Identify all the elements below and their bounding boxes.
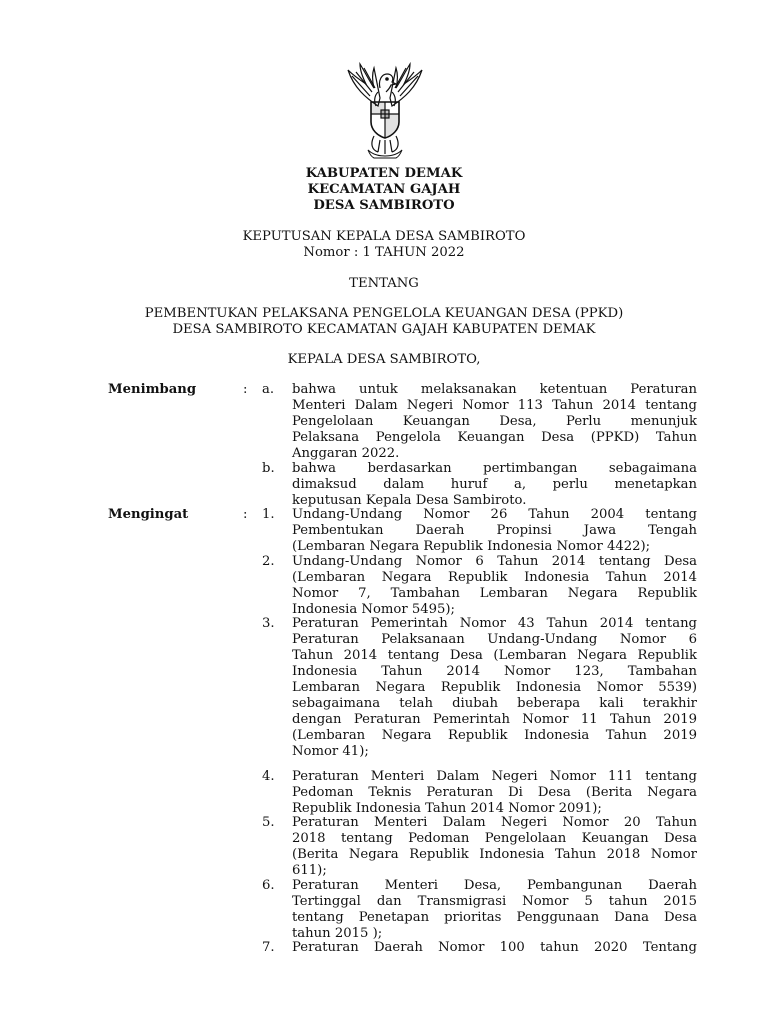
text-line: Peraturan Daerah Nomor 100 tahun 2020 Tentang (292, 940, 697, 955)
menimbang-item-b (292, 461, 697, 509)
mengingat-item-5 (292, 815, 697, 879)
mengingat-item-2 (292, 554, 697, 618)
decree-title: KEPUTUSAN KEPALA DESA SAMBIROTO (242, 229, 526, 244)
mengingat-marker-3: 3. (262, 616, 275, 631)
text-line: Pengelolaan Keuangan Desa, Perlu menunjuk (292, 414, 697, 429)
text-line: bahwa untuk melaksanakan ketentuan Peraturan (292, 382, 697, 397)
text-line: Pedoman Teknis Peraturan Di Desa (Berita Negara (292, 785, 697, 800)
text-line: bahwa berdasarkan pertimbangan sebagaimana (292, 461, 697, 476)
text-line: Indonesia Tahun 2014 Nomor 123, Tambahan (292, 664, 697, 679)
text-line: keputusan Kepala Desa Sambiroto. (292, 493, 527, 508)
text-line: dengan Peraturan Pemerintah Nomor 11 Tahun 2019 (292, 712, 697, 727)
mengingat-marker-4: 4. (262, 769, 275, 784)
text-line: (Lembaran Negara Republik Indonesia Nomor 4422); (292, 539, 651, 554)
text-line: tahun 2015 ); (292, 926, 383, 941)
text-line: Republik Indonesia Tahun 2014 Nomor 2091); (292, 801, 602, 816)
text-line: 611); (292, 863, 327, 878)
text-line: Undang-Undang Nomor 26 Tahun 2004 tentang (292, 507, 697, 522)
text-line: Pelaksana Pengelola Keuangan Desa (PPKD) Tahun (292, 430, 697, 445)
mengingat-marker-1: 1. (262, 507, 275, 522)
menimbang-marker-a: a. (262, 382, 275, 397)
menimbang-label: Menimbang (108, 382, 197, 397)
district-name: KECAMATAN GAJAH (307, 182, 461, 197)
tentang-heading: TENTANG (349, 276, 419, 291)
menimbang-item-a (292, 382, 697, 462)
menimbang-marker-b: b. (262, 461, 275, 476)
text-line: Menteri Dalam Negeri Nomor 113 Tahun 2014 tentang (292, 398, 697, 413)
text-line: Peraturan Menteri Dalam Negeri Nomor 111 tentang (292, 769, 697, 784)
text-line: Peraturan Menteri Dalam Negeri Nomor 20 Tahun (292, 815, 697, 830)
mengingat-item-6 (292, 878, 697, 942)
mengingat-item-7 (292, 940, 697, 956)
text-line: Tertinggal dan Transmigrasi Nomor 5 tahun 2015 (292, 894, 697, 909)
village-name: DESA SAMBIROTO (313, 198, 455, 213)
garuda-emblem (340, 58, 430, 163)
mengingat-marker-6: 6. (262, 878, 275, 893)
text-line: Nomor 7, Tambahan Lembaran Negara Republik (292, 586, 697, 601)
mengingat-item-4 (292, 769, 697, 817)
issuer-heading: KEPALA DESA SAMBIROTO, (287, 352, 481, 367)
text-line: Undang-Undang Nomor 6 Tahun 2014 tentang Desa (292, 554, 697, 569)
text-line: Pembentukan Daerah Propinsi Jawa Tengah (292, 523, 697, 538)
mengingat-marker-2: 2. (262, 554, 275, 569)
text-line: Peraturan Menteri Desa, Pembangunan Daerah (292, 878, 697, 893)
text-line: (Lembaran Negara Republik Indonesia Tahun 2019 (292, 728, 697, 743)
text-line: 2018 tentang Pedoman Pengelolaan Keuangan Desa (292, 831, 697, 846)
text-line: Peraturan Pemerintah Nomor 43 Tahun 2014 tentang (292, 616, 697, 631)
text-line: dimaksud dalam huruf a, perlu menetapkan (292, 477, 697, 492)
text-line: Indonesia Nomor 5495); (292, 602, 455, 617)
regency-name: KABUPATEN DEMAK (305, 166, 463, 181)
mengingat-marker-7: 7. (262, 940, 275, 955)
text-line: Nomor 41); (292, 744, 369, 759)
text-line: tentang Penetapan prioritas Penggunaan Dana Desa (292, 910, 697, 925)
decree-subject-line2: DESA SAMBIROTO KECAMATAN GAJAH KABUPATEN DEMAK (172, 322, 596, 337)
text-line: Peraturan Pelaksanaan Undang-Undang Nomor 6 (292, 632, 697, 647)
text-line: Lembaran Negara Republik Indonesia Nomor 5539) (292, 680, 697, 695)
text-line: (Lembaran Negara Republik Indonesia Tahun 2014 (292, 570, 697, 585)
menimbang-colon: : (243, 382, 248, 397)
text-line: Anggaran 2022. (292, 446, 400, 461)
mengingat-item-3 (292, 616, 697, 760)
decree-number: Nomor : 1 TAHUN 2022 (303, 245, 465, 260)
text-line: sebagaimana telah diubah beberapa kali terakhir (292, 696, 697, 711)
mengingat-item-1 (292, 507, 697, 555)
text-line: Tahun 2014 tentang Desa (Lembaran Negara Republik (292, 648, 697, 663)
text-line: (Berita Negara Republik Indonesia Tahun 2018 Nomor (292, 847, 697, 862)
mengingat-colon: : (243, 507, 248, 522)
decree-subject-line1: PEMBENTUKAN PELAKSANA PENGELOLA KEUANGAN DESA (PPKD) (144, 306, 624, 321)
mengingat-label: Mengingat (108, 507, 189, 522)
mengingat-marker-5: 5. (262, 815, 275, 830)
